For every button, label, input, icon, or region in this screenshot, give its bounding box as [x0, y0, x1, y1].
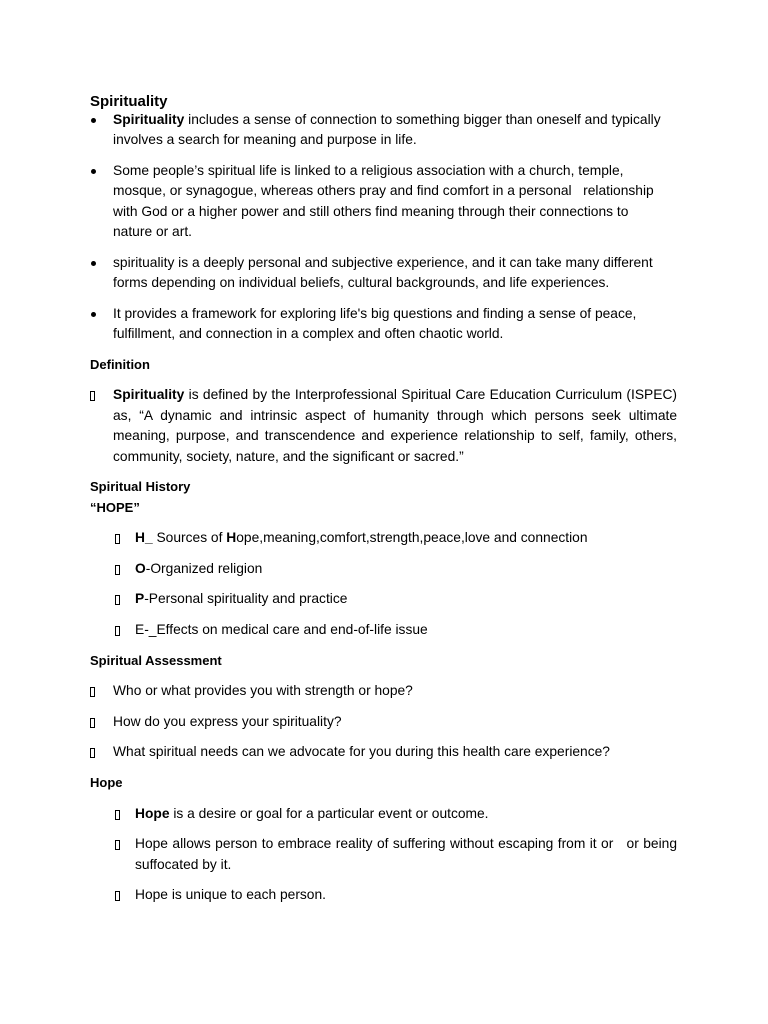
text-line	[113, 130, 677, 150]
spiritual-assessment-list	[90, 681, 677, 763]
text-run: mosque, or synagogue, whereas others pray and find comfort in a personal relationship	[113, 183, 654, 199]
list-item	[90, 620, 677, 640]
text-line	[113, 181, 677, 201]
list-item	[90, 742, 677, 762]
square-bullet-icon	[115, 534, 120, 544]
list-item	[90, 528, 677, 548]
text-line	[135, 559, 677, 579]
text-run: meaning, purpose, and transcendence and experience relationship to self, family, others,	[113, 428, 677, 444]
text-run: What spiritual needs can we advocate for you during this health care experience?	[113, 744, 610, 760]
list-item	[90, 589, 677, 609]
spiritual-history-heading: Spiritual History	[90, 479, 191, 495]
list-item	[90, 834, 677, 875]
spiritual-history-list	[90, 528, 677, 640]
text-line	[113, 273, 677, 293]
text-line	[113, 161, 677, 181]
text-line	[135, 834, 677, 854]
text-line	[113, 447, 677, 467]
text-run: involves a search for meaning and purpose in life.	[113, 132, 417, 148]
text-run: Who or what provides you with strength or hope?	[113, 683, 413, 699]
text-run: Some people’s spiritual life is linked to a religious association with a church, temple,	[113, 163, 624, 178]
list-item	[90, 161, 677, 243]
hope-heading: Hope	[90, 774, 123, 790]
spiritual-assessment-heading: Spiritual Assessment	[90, 652, 222, 668]
text-run: Hope is unique to each person.	[135, 887, 326, 903]
square-bullet-icon	[115, 595, 120, 605]
text-run: How do you express your spirituality?	[113, 713, 342, 729]
bullet-icon	[91, 118, 96, 123]
text-line	[135, 804, 677, 824]
text-line	[113, 712, 677, 732]
text-line	[113, 202, 677, 222]
list-item	[90, 885, 677, 905]
text-run: -Personal spirituality and practice	[144, 591, 348, 607]
text-run: Sources of	[152, 530, 227, 546]
text-line	[113, 406, 677, 426]
spiritual-history-heading-block	[90, 477, 677, 518]
bold-text: P	[135, 591, 145, 607]
square-bullet-icon	[90, 687, 95, 697]
text-run: ope,meaning,comfort,strength,peace,love and connection	[236, 530, 588, 546]
text-run: It provides a framework for exploring life's big questions and finding a sense of peace,	[113, 305, 637, 321]
list-item	[90, 304, 677, 345]
bold-text: Hope	[135, 805, 170, 821]
text-run: Hope allows person to embrace reality of suffering without escaping from it or or being	[135, 836, 677, 852]
bold-text: H_	[135, 530, 153, 546]
list-item	[90, 712, 677, 732]
text-line	[113, 324, 677, 344]
text-line	[113, 742, 677, 762]
section-title: Spirituality	[90, 93, 168, 110]
text-line	[113, 426, 677, 446]
text-run: E-_Effects on medical care and end-of-life issue	[135, 622, 428, 637]
text-run: includes a sense of connection to something bigger than oneself and typically	[184, 112, 661, 127]
list-item	[90, 253, 677, 294]
text-run: nature or art.	[113, 224, 192, 240]
bold-text: Spirituality	[113, 112, 185, 127]
square-bullet-icon	[115, 626, 120, 636]
list-item	[90, 804, 677, 824]
text-run: as, “A dynamic and intrinsic aspect of humanity through which persons seek ultimate	[113, 407, 677, 423]
list-item	[90, 559, 677, 579]
text-line	[113, 681, 677, 701]
hope-list	[90, 804, 677, 906]
bold-text: Spirituality	[113, 387, 185, 403]
text-run: community, society, nature, and the significant or sacred.”	[113, 448, 464, 464]
text-line	[113, 253, 677, 273]
list-item	[90, 681, 677, 701]
square-bullet-icon	[115, 565, 120, 575]
document-body	[90, 93, 677, 906]
text-run: -Organized religion	[145, 560, 263, 576]
square-bullet-icon	[90, 748, 95, 758]
text-run: with God or a higher power and still others find meaning through their connections to	[113, 203, 629, 219]
list-item	[90, 385, 677, 467]
bullet-icon	[91, 312, 96, 317]
square-bullet-icon	[115, 891, 120, 901]
bullet-icon	[91, 169, 96, 174]
square-bullet-icon	[90, 391, 95, 401]
text-run: is defined by the Interprofessional Spiritual Care Education Curriculum (ISPEC)	[184, 387, 677, 403]
definition-heading: Definition	[90, 356, 150, 372]
definition-list	[90, 385, 677, 467]
text-line	[113, 304, 677, 324]
text-line	[113, 110, 677, 130]
text-run: fulfillment, and connection in a complex and often chaotic world.	[113, 326, 504, 342]
text-line	[135, 885, 677, 905]
bullet-icon	[91, 261, 96, 266]
text-line	[135, 620, 677, 640]
spirituality-list	[90, 110, 677, 345]
bold-text: O	[135, 560, 146, 576]
text-run: forms depending on individual beliefs, cultural backgrounds, and life experiences.	[113, 275, 610, 291]
square-bullet-icon	[115, 840, 120, 850]
text-line	[135, 528, 677, 548]
hope-acronym-heading: “HOPE”	[90, 499, 140, 515]
square-bullet-icon	[115, 810, 120, 820]
text-line	[135, 589, 677, 609]
text-run: spirituality is a deeply personal and subjective experience, and it can take many different	[113, 254, 653, 270]
text-line	[113, 385, 677, 405]
text-line	[135, 855, 677, 875]
text-line	[113, 222, 677, 242]
list-item	[90, 110, 677, 151]
square-bullet-icon	[90, 718, 95, 728]
text-run: suffocated by it.	[135, 856, 232, 872]
bold-text: H	[226, 530, 237, 546]
text-run: is a desire or goal for a particular event or outcome.	[169, 805, 489, 821]
